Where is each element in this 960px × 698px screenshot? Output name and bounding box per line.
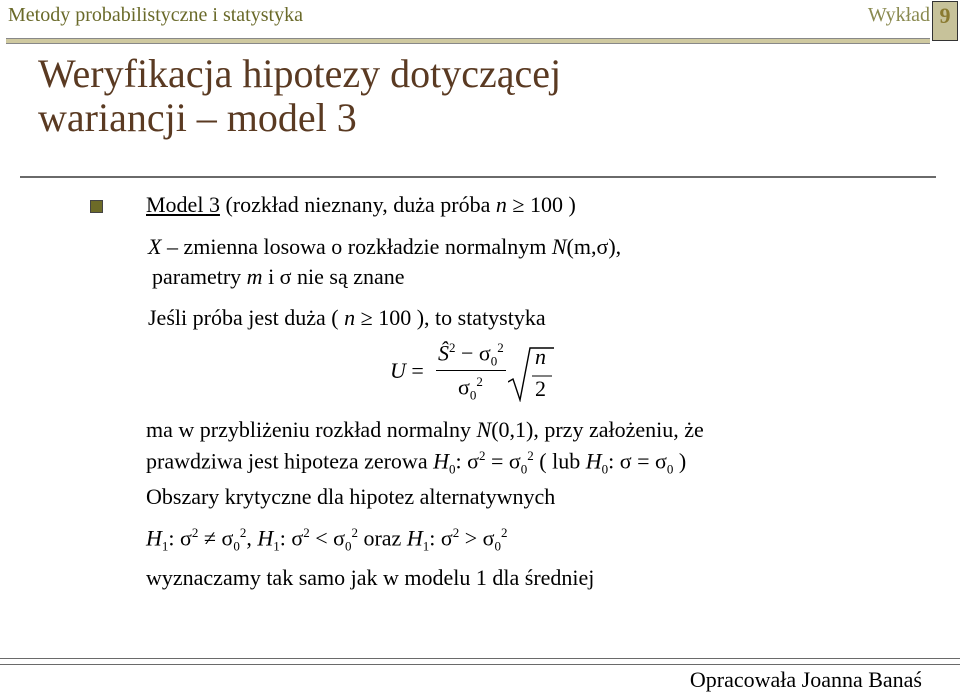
h0-var-2: H	[585, 448, 602, 474]
h0-eq-2: : σ = σ	[608, 448, 667, 474]
formula-numerator	[438, 340, 504, 370]
sigma: σ	[478, 340, 491, 366]
h1-sigma: : σ	[168, 525, 192, 551]
alt-line: Obszary krytyczne dla hipotez alternatywnych	[146, 484, 556, 509]
page-number: 9	[932, 1, 958, 41]
h1-var-2: H	[257, 525, 274, 551]
same-line: wyznaczamy tak samo jak w modelu 1 dla średniej	[146, 565, 595, 590]
rv-params: (m,σ),	[566, 234, 622, 259]
sup-2: 2	[449, 340, 456, 355]
approx-text-end: (0,1), przy założeniu, że	[491, 417, 704, 442]
h1-sub: 1	[161, 538, 169, 554]
rv-text: – zmienna losowa o rozkładzie normalnym	[161, 234, 552, 259]
model-desc-end: 100 )	[524, 192, 576, 217]
if-text: Jeśli próba jest duża (	[148, 305, 345, 330]
h1-oraz: oraz	[357, 525, 407, 551]
h1-gt: > σ	[459, 525, 495, 551]
equals-sign: =	[411, 358, 424, 383]
h0-sigma: : σ	[455, 448, 479, 474]
h1-comma: ,	[246, 525, 258, 551]
params-text: parametry	[152, 264, 247, 289]
h0-sub: 0	[448, 461, 456, 477]
sub-0-den: 0	[469, 387, 477, 403]
sub-0: 0	[490, 353, 498, 369]
header-divider	[6, 38, 930, 44]
h1-sup-b: 2	[239, 525, 247, 540]
approx-text: ma w przybliżeniu rozkład normalny	[146, 417, 477, 442]
h1-sup-3: 2	[351, 525, 358, 540]
title-divider	[20, 176, 936, 178]
h1-line	[146, 525, 507, 555]
approx-line	[146, 417, 704, 443]
h1-sub-2: 1	[273, 538, 280, 554]
h1-sub-3: 1	[422, 538, 430, 554]
h1-sup-4: 2	[452, 525, 460, 540]
h1-var-3: H	[406, 525, 423, 551]
sqrt-n: n	[535, 344, 546, 369]
slide-title	[38, 52, 561, 140]
params-line	[152, 264, 405, 290]
u-var: U	[390, 358, 406, 383]
m-var: m	[246, 264, 263, 289]
footer-divider-2	[0, 664, 960, 665]
model-label: Model 3	[146, 192, 220, 217]
s-hat: Ŝ	[438, 340, 449, 366]
ge-symbol-2: ≥	[360, 305, 373, 330]
random-variable-line	[148, 234, 621, 260]
sup-2b: 2	[497, 340, 504, 355]
sigma-den: σ	[458, 374, 470, 400]
model-line	[146, 192, 576, 218]
h1-var: H	[146, 525, 162, 551]
footer-divider	[0, 658, 960, 659]
h1-sup-2: 2	[303, 525, 310, 540]
h0-sup-2: 2	[527, 448, 534, 463]
square-bullet-icon	[90, 200, 103, 213]
ge-symbol: ≥	[512, 192, 525, 217]
course-name: Metody probabilistyczne i statystyka	[8, 4, 303, 26]
statistic-formula	[388, 340, 568, 408]
lecture-label: Wykład	[867, 4, 930, 26]
h1-sup: 2	[191, 525, 199, 540]
h0-or: ( lub	[533, 448, 586, 474]
n-dist-2: N	[476, 417, 492, 442]
if-line	[148, 305, 546, 331]
h0-sub-2: 0	[520, 461, 528, 477]
h1-sup-5: 2	[500, 525, 508, 540]
h0-var: H	[433, 448, 449, 474]
sqrt-2: 2	[535, 376, 546, 401]
if-text-end: 100 ), to statystyka	[372, 305, 546, 330]
title-line-2: wariancji – model 3	[38, 95, 357, 140]
formula-denominator	[458, 374, 483, 404]
h1-lt: < σ	[309, 525, 345, 551]
slide-header	[0, 0, 960, 44]
footer-author: Opracowała Joanna Banaś	[689, 667, 922, 692]
h0-eq: = σ	[485, 448, 521, 474]
h1-sub-0b: 0	[344, 538, 352, 554]
params-text-end: i σ nie są znane	[262, 264, 405, 289]
n-dist: N	[551, 234, 567, 259]
h0-line	[146, 448, 686, 478]
formula-lhs	[390, 358, 424, 384]
sup-2-den: 2	[476, 374, 483, 389]
minus: −	[455, 340, 479, 366]
n-var: n	[495, 192, 507, 217]
n-var-2: n	[344, 305, 356, 330]
model-desc: (rozkład nieznany, duża próba	[219, 192, 496, 217]
h1-sub-0: 0	[233, 538, 240, 554]
sqrt-sign-icon	[508, 346, 554, 402]
h0-text: prawdziwa jest hipoteza zerowa	[146, 448, 434, 474]
h0-sup: 2	[478, 448, 486, 463]
h1-sigma-2: : σ	[279, 525, 304, 551]
h1-neq: ≠ σ	[198, 525, 234, 551]
h0-sub-3: 0	[601, 461, 609, 477]
h0-sub-4: 0	[666, 461, 674, 477]
h1-sigma-3: : σ	[429, 525, 453, 551]
x-var: X	[148, 234, 162, 259]
title-line-1: Weryfikacja hipotezy dotyczącej	[38, 51, 562, 96]
h1-sub-0c: 0	[494, 538, 501, 554]
h0-close: )	[673, 448, 687, 474]
fraction-bar	[436, 370, 506, 371]
